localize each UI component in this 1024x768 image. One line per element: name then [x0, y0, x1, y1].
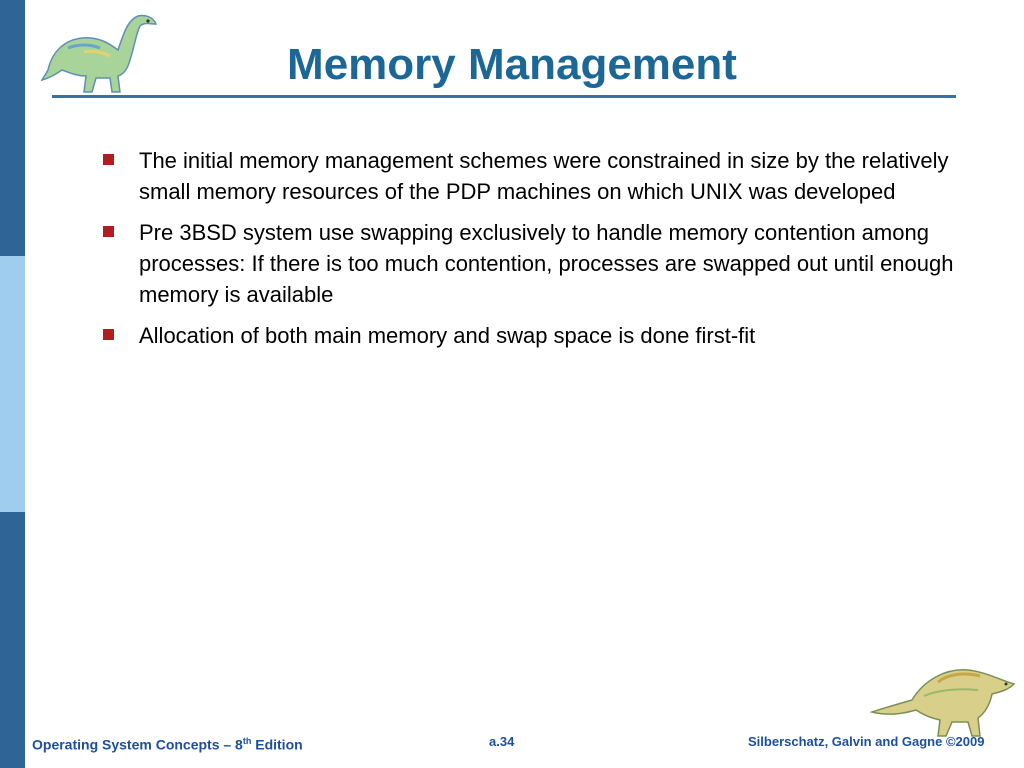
footer-book-suffix: Edition	[251, 736, 303, 753]
footer-book-superscript: th	[242, 736, 252, 746]
sidebar-middle-band	[0, 256, 25, 512]
bullet-item	[102, 320, 1002, 351]
square-bullet-icon	[103, 226, 114, 237]
bullet-text: Allocation of both main memory and swap space is done first-fit	[139, 323, 756, 348]
slide-title: Memory Management	[287, 40, 737, 89]
bullet-item	[102, 145, 1002, 207]
slide-footer	[0, 728, 1024, 768]
bullet-list	[102, 145, 1002, 361]
bullet-text: The initial memory management schemes were constrained in size by the relatively small memory resources of the PDP machines on which UNIX was developed	[139, 148, 949, 204]
square-bullet-icon	[103, 329, 114, 340]
footer-page-number: a.34	[489, 734, 515, 749]
square-bullet-icon	[103, 154, 114, 165]
title-divider	[52, 95, 956, 98]
sidebar-top-band	[0, 0, 25, 256]
footer-book-title	[32, 736, 303, 753]
footer-book-prefix: Operating System Concepts – 8	[32, 736, 243, 753]
bullet-text: Pre 3BSD system use swapping exclusively to handle memory contention among processes: If there is too much contention, processes are swapped out until enough memory is available	[139, 220, 954, 307]
footer-copyright: Silberschatz, Galvin and Gagne ©2009	[748, 734, 985, 749]
bullet-item	[102, 217, 1002, 310]
